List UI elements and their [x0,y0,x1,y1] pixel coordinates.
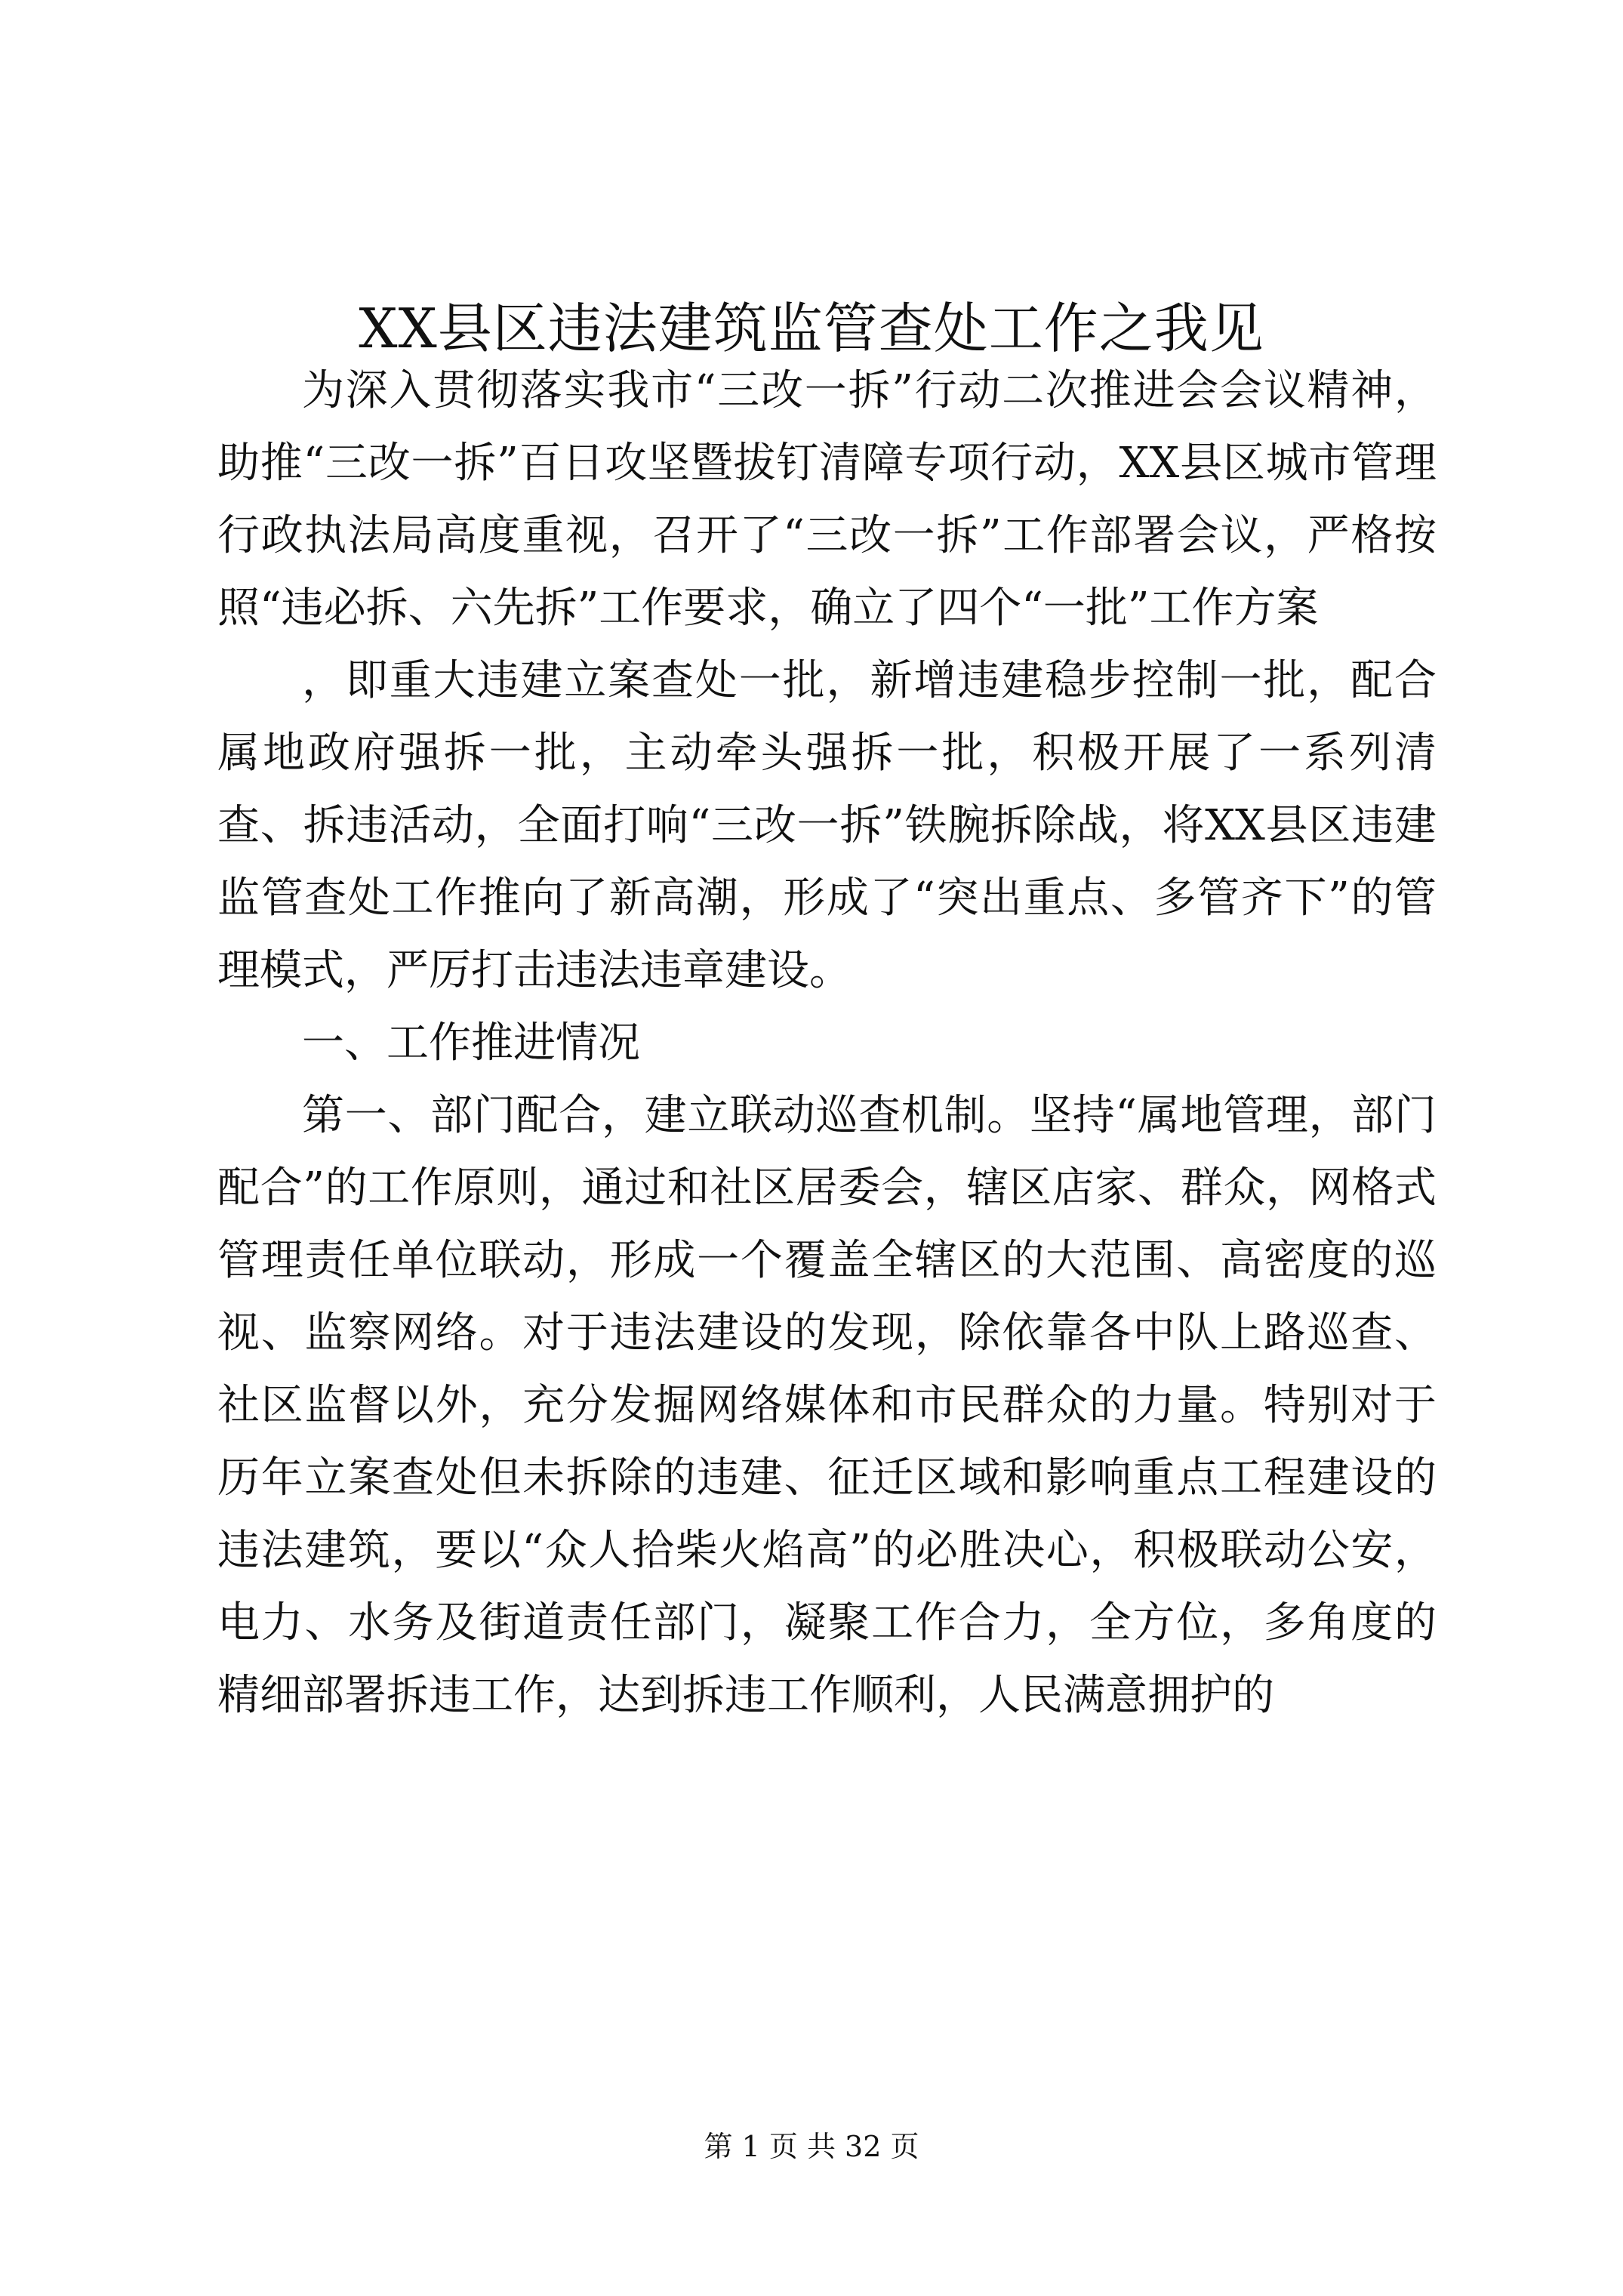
paragraph-intro: 为深入贯彻落实我市“三改一拆”行动二次推进会会议精神，助推“三改一拆”百日攻坚暨拔钉清障专项行动，XX县区城市管理行政执法局高度重视，召开了“三改一拆”工作部署会议，严格按照“违必拆、六先拆”工作要求，确立了四个“一批”工作方案 [217,366,1437,633]
paragraph-section-one: 第一、部门配合，建立联动巡查机制。坚持“属地管理，部门配合”的工作原则，通过和社区居委会，辖区店家、群众，网格式管理责任单位联动，形成一个覆盖全辖区的大范围、高密度的巡视、监察网络。对于违法建设的发现，除依靠各中队上路巡查、社区监督以外，充分发掘网络媒体和市民群众的力量。特别对于历年立案查处但未拆除的违建、征迁区域和影响重点工程建设的违法建筑，要以“众人拾柴火焰高”的必胜决心，积极联动公安，电力、水务及街道责任部门，凝聚工作合力，全方位，多角度的精细部署拆违工作，达到拆违工作顺利，人民满意拥护的 [217,1091,1437,1720]
page-number-footer: 第 1 页 共 32 页 [704,2130,919,2163]
paragraph-continuation: ，即重大违建立案查处一批，新增违建稳步控制一批，配合属地政府强拆一批，主动牵头强拆一批，积极开展了一系列清查、拆违活动，全面打响“三改一拆”铁腕拆除战，将XX县区违建监管查处工作推向了新高潮，形成了“突出重点、多管齐下”的管理模式，严厉打击违法违章建设。 [217,656,1437,995]
document-title: XX县区违法建筑监管查处工作之我见 [359,297,1264,360]
document-body [217,355,1437,1732]
section-heading: 一、工作推进情况 [302,1019,640,1068]
